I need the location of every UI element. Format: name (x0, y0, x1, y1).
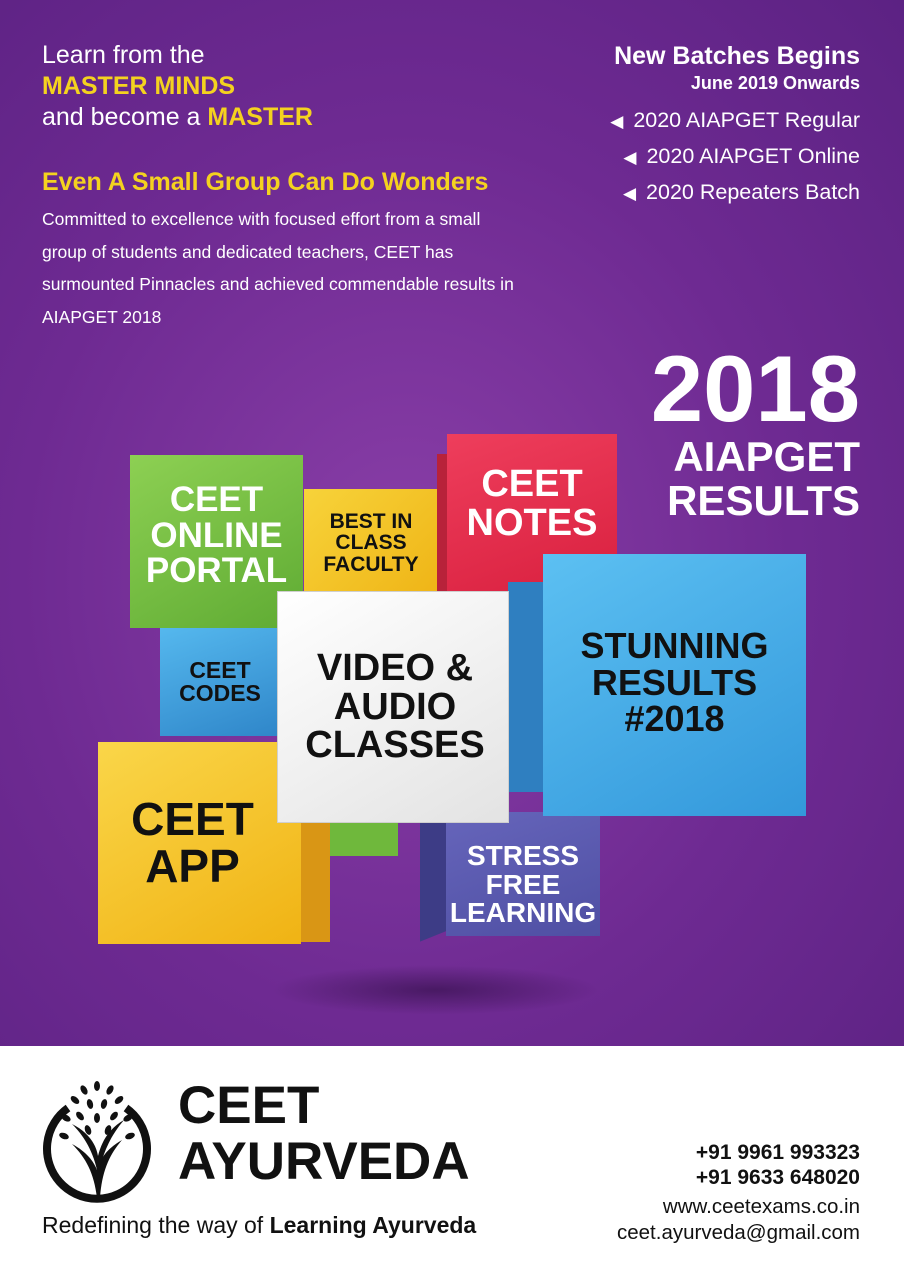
cube-text-line: STUNNING (580, 624, 769, 666)
cube-text-line: VIDEO & (316, 646, 474, 689)
intro-text (42, 40, 313, 133)
contact-info (617, 1140, 860, 1246)
phone-2: +91 9633 648020 (695, 1166, 860, 1189)
cube-codes-front (160, 628, 280, 736)
cube-text-line: BEST IN (329, 509, 413, 533)
cube-text-line: STRESS (466, 840, 579, 872)
new-batches (610, 42, 860, 211)
cube-text-line: CLASS (335, 531, 407, 555)
cube-text-line: CEET (169, 479, 264, 519)
cube-text-line: LEARNING (449, 897, 597, 929)
phone-1: +91 9961 993323 (695, 1141, 860, 1164)
batches-heading: New Batches Begins (614, 42, 860, 70)
batch-item-label: 2020 AIAPGET Regular (633, 108, 860, 132)
results-line-2: RESULTS (667, 477, 860, 524)
batches-subheading: June 2019 Onwards (690, 73, 860, 93)
description: Committed to excellence with focused effort from a small group of students and dedicated teachers, CEET has surmounted Pinnacles and achieved commendable results in AIAPGET 2018 (42, 209, 514, 327)
email: ceet.ayurveda@gmail.com (617, 1221, 860, 1244)
cubes-shadow (270, 965, 600, 1015)
cube-text-line: CEET (481, 463, 583, 506)
brand-name-line-1: CEET (178, 1076, 320, 1135)
cube-text-line: FREE (485, 868, 561, 900)
website: www.ceetexams.co.in (662, 1195, 860, 1218)
results-line-1: AIAPGET (673, 433, 860, 480)
tagline: Even A Small Group Can Do Wonders (42, 168, 489, 196)
cube-text-line: AUDIO (333, 685, 457, 728)
batch-item-label: 2020 AIAPGET Online (646, 144, 860, 168)
brand-tagline (42, 1212, 476, 1239)
tree-logo-icon (42, 1078, 152, 1203)
triangle-left-icon: ◀ (623, 148, 637, 167)
cube-text-line: NOTES (466, 502, 598, 544)
brand-name-line-2: AYURVEDA (178, 1132, 470, 1191)
cube-text-line: CODES (179, 680, 261, 706)
cube-text-line: ONLINE (150, 515, 283, 555)
intro-line-2: MASTER MINDS (42, 72, 236, 100)
cube-text-line: APP (145, 840, 240, 892)
cube-stunning-side (508, 582, 544, 792)
batch-item-label: 2020 Repeaters Batch (646, 180, 860, 204)
cube-stress-free-side (420, 806, 448, 941)
intro-line-3-emph: MASTER (207, 103, 313, 131)
batch-item (610, 103, 860, 139)
brand-tagline-emph: Learning Ayurveda (269, 1212, 477, 1238)
cube-video-audio-front (278, 592, 508, 822)
batch-item (610, 139, 860, 175)
cube-text-line: RESULTS (591, 661, 758, 703)
cube-best-faculty-front (304, 489, 438, 597)
cube-text-line: CEET (189, 656, 251, 683)
intro-line-1: Learn from the (42, 41, 205, 69)
cube-app-front (98, 742, 301, 944)
triangle-left-icon: ◀ (610, 112, 624, 131)
batch-item (610, 175, 860, 211)
brand-tagline-prefix: Redefining the way of (42, 1212, 270, 1238)
brand-name (178, 1078, 470, 1190)
intro-line-3-prefix: and become a (42, 103, 208, 131)
batch-list (610, 103, 860, 211)
results-year: 2018 (650, 336, 860, 441)
cube-stress-free-front (446, 812, 600, 936)
cube-text-line: PORTAL (145, 551, 288, 591)
results-heading (650, 336, 860, 524)
intro-line-3 (42, 102, 313, 133)
cube-text-line: #2018 (624, 698, 725, 740)
triangle-left-icon: ◀ (622, 184, 637, 203)
cube-text-line: CEET (131, 793, 254, 846)
cube-stunning-front (543, 554, 806, 816)
cube-text-line: FACULTY (323, 552, 419, 576)
cube-text-line: CLASSES (305, 724, 485, 767)
